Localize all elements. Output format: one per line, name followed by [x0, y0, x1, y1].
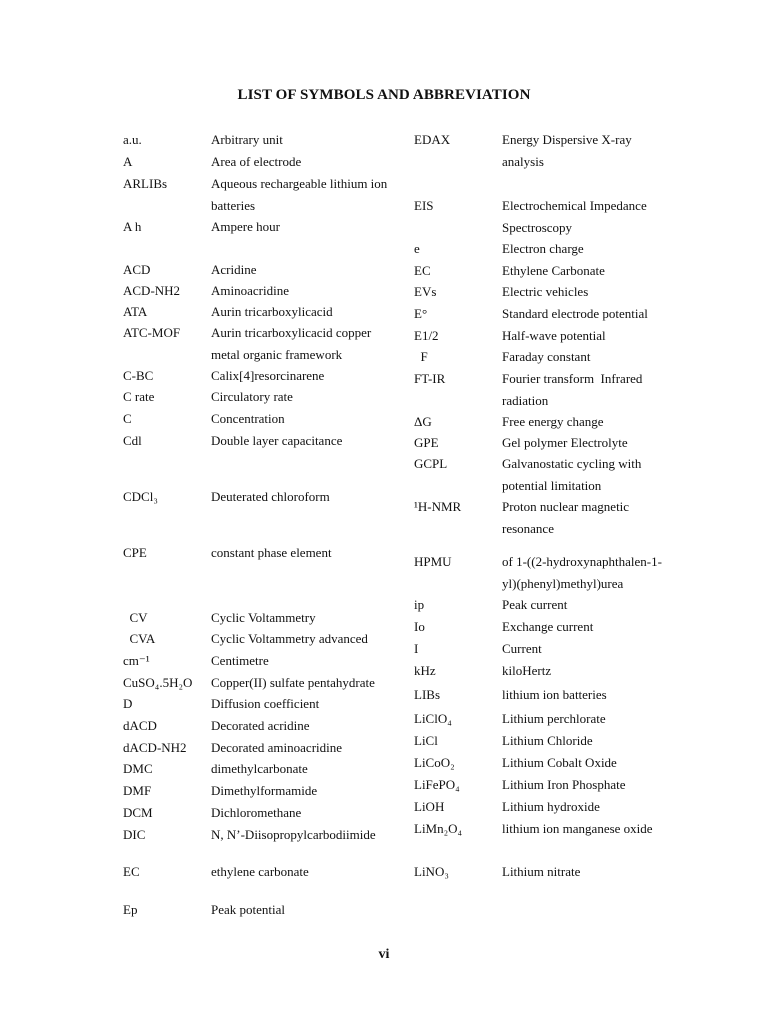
symbol: cm⁻¹ — [123, 653, 150, 668]
symbol: Io — [414, 619, 425, 634]
symbol: e — [414, 241, 420, 256]
definition: Lithium Cobalt Oxide — [502, 755, 617, 770]
symbol: A h — [123, 219, 142, 234]
symbol: CV — [123, 610, 148, 625]
symbol: kHz — [414, 663, 436, 678]
definition: Standard electrode potential — [502, 306, 648, 321]
symbol: EIS — [414, 198, 434, 213]
definition: Arbitrary unit — [211, 132, 283, 147]
page-title: LIST OF SYMBOLS AND ABBREVIATION — [237, 87, 531, 103]
symbol: DCM — [123, 805, 153, 820]
symbol: a.u. — [123, 132, 142, 147]
definition: Energy Dispersive X-ray analysis — [502, 132, 632, 169]
definition: Half-wave potential — [502, 328, 606, 343]
symbol: CDCl₃ — [123, 489, 158, 504]
symbol: DMC — [123, 761, 153, 776]
symbol: A — [123, 154, 133, 169]
definition: Concentration — [211, 411, 285, 426]
definition: Faraday constant — [502, 349, 591, 364]
symbol: ATC-MOF — [123, 325, 181, 340]
definition: Lithium hydroxide — [502, 799, 600, 814]
definition: Decorated aminoacridine — [211, 740, 343, 755]
symbol: DIC — [123, 827, 146, 842]
definition: Calix[4]resorcinarene — [211, 368, 325, 383]
symbol: ARLIBs — [123, 176, 168, 191]
definition: Decorated acridine — [211, 718, 310, 733]
symbol: EC — [414, 263, 431, 278]
symbol: dACD-NH2 — [123, 740, 187, 755]
symbol: CuSO₄.5H₂O — [123, 675, 193, 690]
symbol: EC — [123, 864, 140, 879]
symbol: Ep — [123, 902, 138, 917]
definition: Fourier transform Infrared radiation — [502, 371, 646, 408]
definition: Aurin tricarboxylicacid copper metal organic framework — [211, 325, 372, 362]
definition: kiloHertz — [502, 663, 552, 678]
definition: Centimetre — [211, 653, 269, 668]
definition: Diffusion coefficient — [211, 696, 320, 711]
symbol: ip — [414, 597, 425, 612]
symbol: CPE — [123, 545, 147, 560]
symbol: LiNO₃ — [414, 864, 449, 879]
symbol: E1/2 — [414, 328, 439, 343]
definition: Electron charge — [502, 241, 584, 256]
symbol: C-BC — [123, 368, 154, 383]
symbol: DMF — [123, 783, 152, 798]
definition: Acridine — [211, 262, 257, 277]
symbol: E° — [414, 306, 428, 321]
definition: Ethylene Carbonate — [502, 263, 605, 278]
definition: Peak potential — [211, 902, 286, 917]
definition: Exchange current — [502, 619, 594, 634]
symbol: C rate — [123, 389, 155, 404]
symbol: ATA — [123, 304, 148, 319]
symbol: ACD-NH2 — [123, 283, 181, 298]
symbol: GCPL — [414, 456, 448, 471]
definition: Deuterated chloroform — [211, 489, 330, 504]
definition: Lithium Chloride — [502, 733, 593, 748]
symbol: C — [123, 411, 132, 426]
definition: Dichloromethane — [211, 805, 302, 820]
symbol: FT-IR — [414, 371, 446, 386]
definition: Double layer capacitance — [211, 433, 343, 448]
symbol: HPMU — [414, 554, 452, 569]
definition: lithium ion batteries — [502, 687, 607, 702]
symbol: ¹H-NMR — [414, 499, 462, 514]
definition: Aminoacridine — [211, 283, 289, 298]
symbol: F — [414, 349, 428, 364]
symbol: dACD — [123, 718, 157, 733]
definition: Aqueous rechargeable lithium ion batteries — [211, 176, 388, 213]
symbol: LIBs — [414, 687, 440, 702]
symbol: LiClO₄ — [414, 711, 452, 726]
definition: Dimethylformamide — [211, 783, 318, 798]
definition: Circulatory rate — [211, 389, 293, 404]
symbol: Cdl — [123, 433, 142, 448]
definition: Electrochemical Impedance Spectroscopy — [502, 198, 647, 235]
definition: dimethylcarbonate — [211, 761, 308, 776]
symbol: EVs — [414, 284, 437, 299]
definition: Free energy change — [502, 414, 604, 429]
symbol: LiCl — [414, 733, 438, 748]
definition: Ampere hour — [211, 219, 280, 234]
symbol: LiFePO₄ — [414, 777, 460, 792]
symbol: CVA — [123, 631, 156, 646]
definition: ethylene carbonate — [211, 864, 309, 879]
definition: Gel polymer Electrolyte — [502, 435, 628, 450]
definition: Galvanostatic cycling with potential limitation — [502, 456, 642, 493]
symbol: EDAX — [414, 132, 451, 147]
definition: Cyclic Voltammetry advanced — [211, 631, 368, 646]
symbol: ACD — [123, 262, 151, 277]
definition: Copper(II) sulfate pentahydrate — [211, 675, 375, 690]
definition: Aurin tricarboxylicacid — [211, 304, 333, 319]
symbol: ΔG — [414, 414, 432, 429]
definition: Current — [502, 641, 542, 656]
symbol: D — [123, 696, 133, 711]
definition: Peak current — [502, 597, 568, 612]
page-number: vi — [378, 947, 390, 962]
definition: constant phase element — [211, 545, 332, 560]
definition: of 1-((2-hydroxynaphthalen-1-yl)(phenyl)methyl)urea — [502, 554, 662, 591]
symbol: LiOH — [414, 799, 445, 814]
symbol: I — [414, 641, 419, 656]
symbol: LiCoO₂ — [414, 755, 455, 770]
symbol: LiMn₂O₄ — [414, 821, 463, 836]
symbol: GPE — [414, 435, 439, 450]
definition: Cyclic Voltammetry — [211, 610, 316, 625]
definition: Lithium perchlorate — [502, 711, 606, 726]
definition: Electric vehicles — [502, 284, 589, 299]
definition: Lithium Iron Phosphate — [502, 777, 626, 792]
definition: N, N’-Diisopropylcarbodiimide — [211, 827, 376, 842]
definition: Area of electrode — [211, 154, 302, 169]
definition: Proton nuclear magnetic resonance — [502, 499, 630, 536]
definition: lithium ion manganese oxide — [502, 821, 653, 836]
definition: Lithium nitrate — [502, 864, 581, 879]
